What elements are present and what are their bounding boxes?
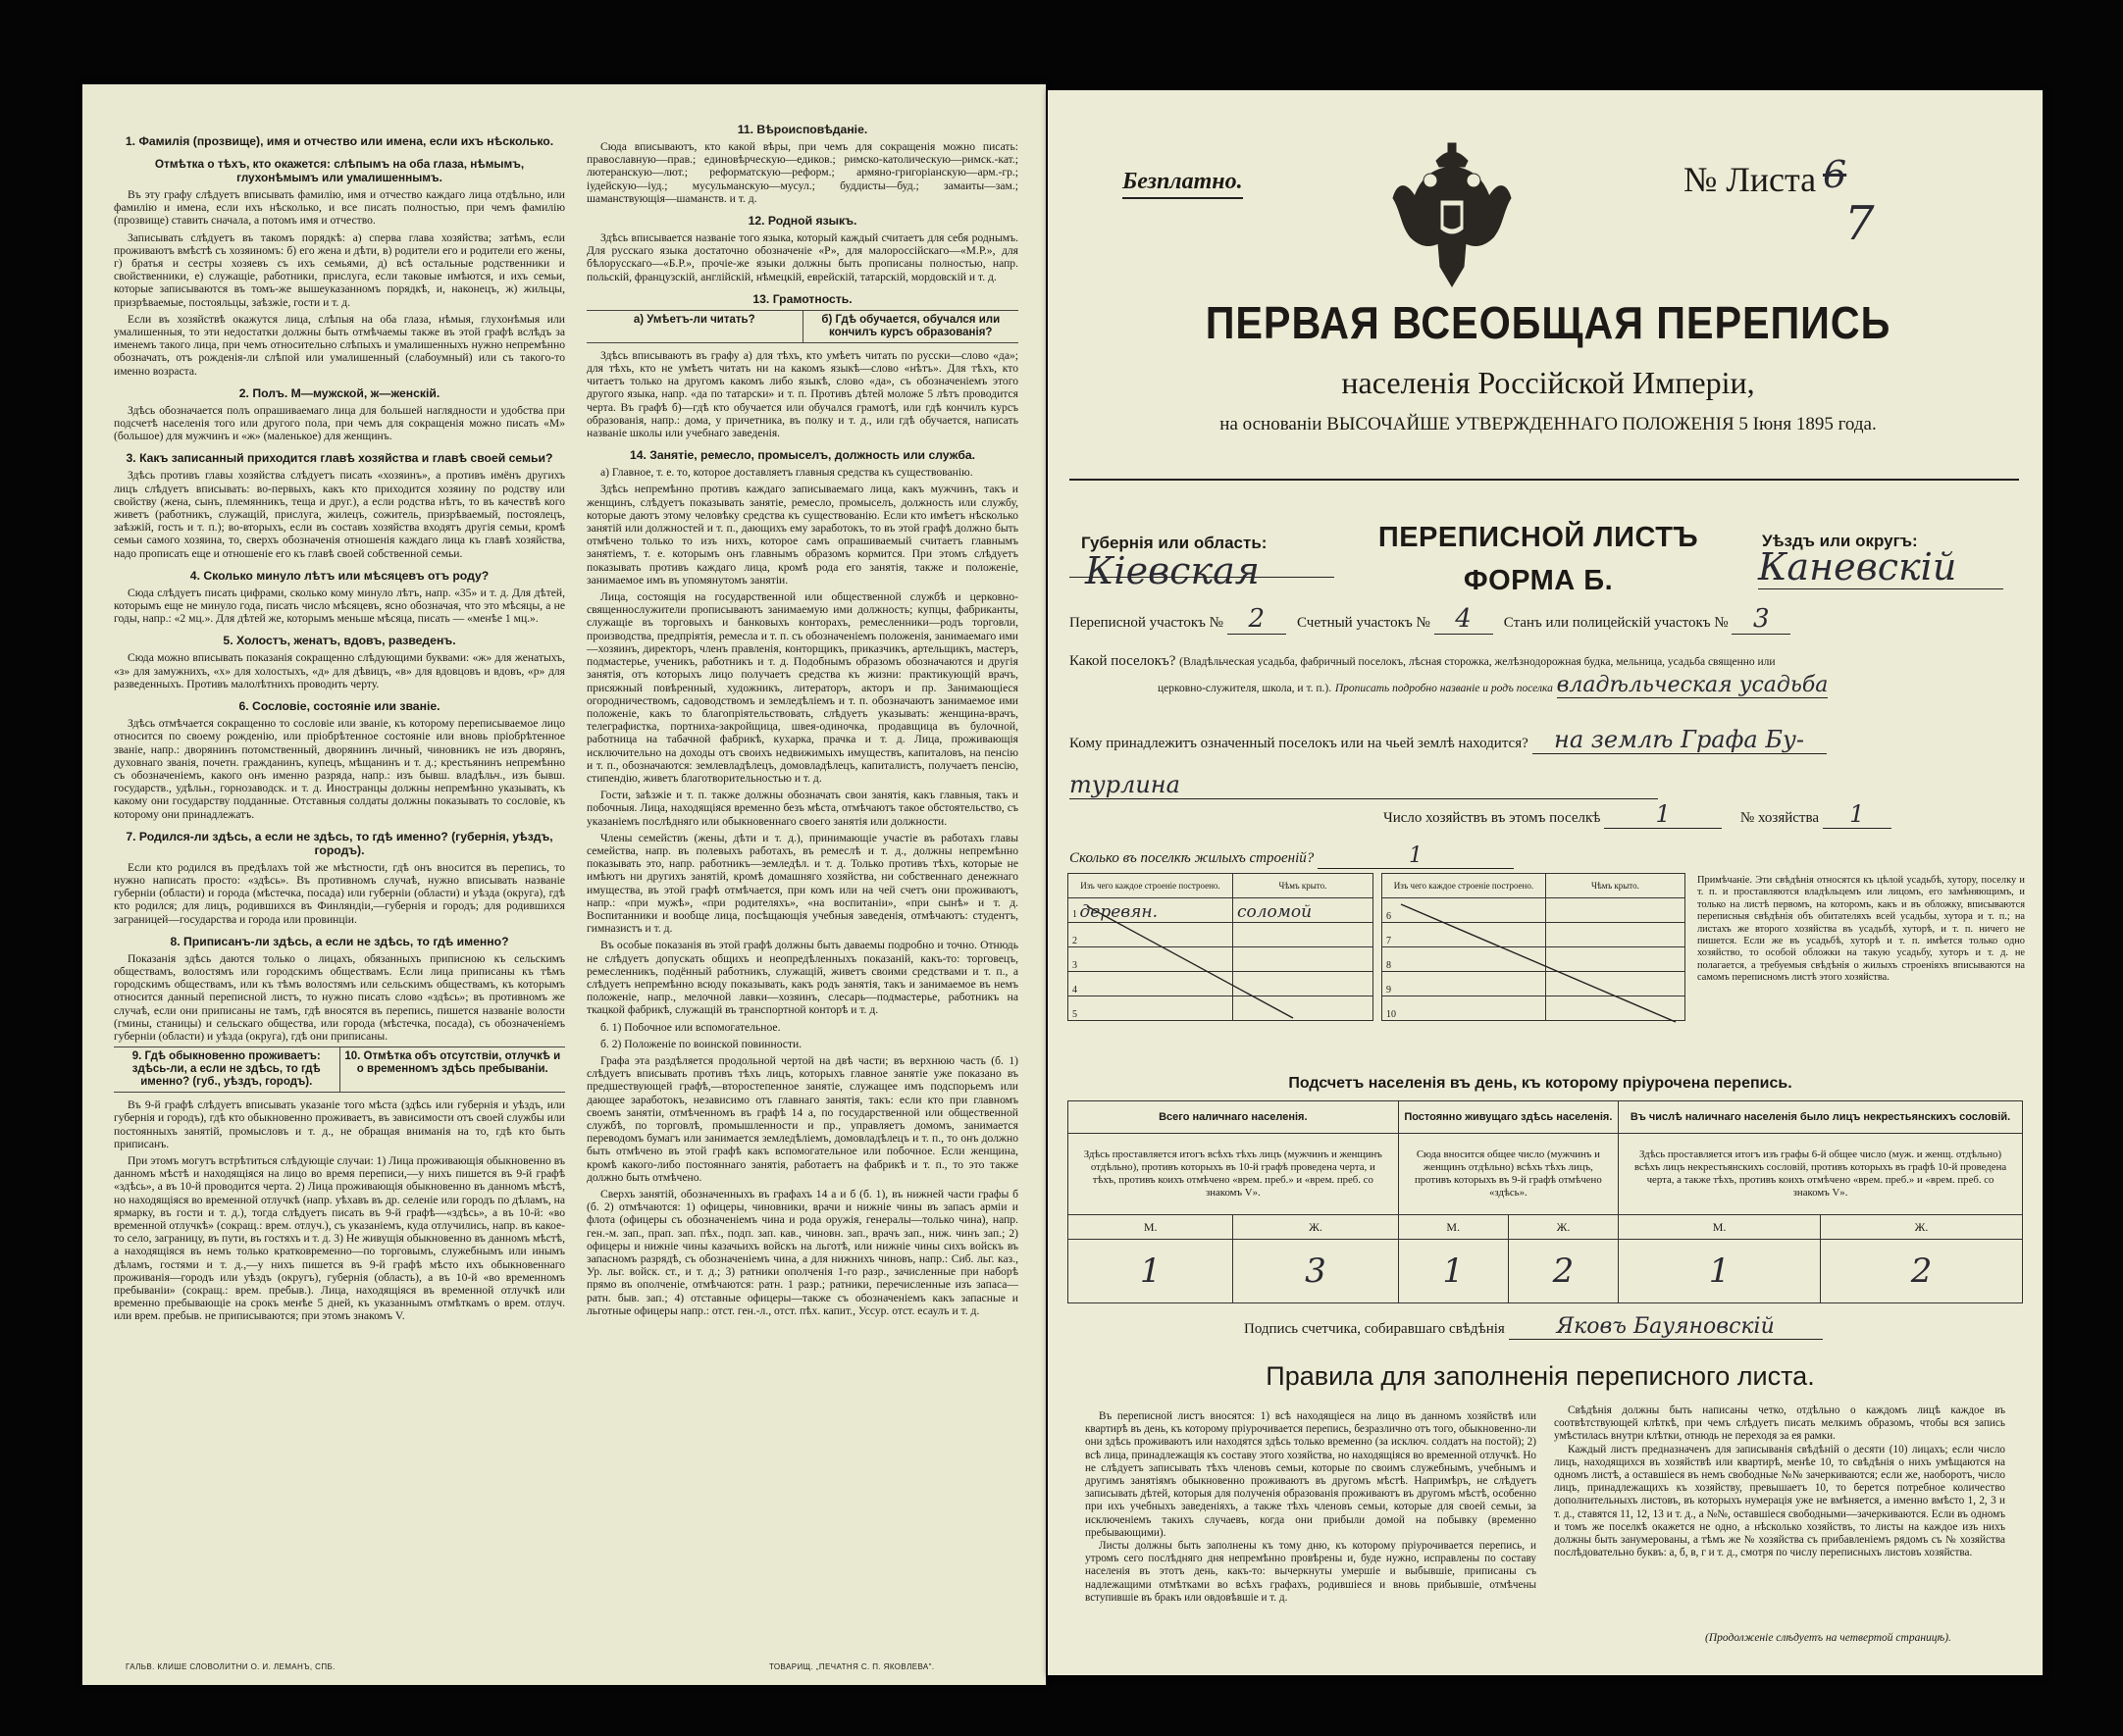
present-population-desc: Здѣсь проставляется итогъ всѣхъ тѣхъ лицъ (мужчинъ и женщинъ отдѣльно), противъ которыхъ въ 10-й графѣ проведена черта, и тѣхъ, противъ коихъ отмѣчено «врем. преб.» и «врем. преб. со знакомъ V». [1068, 1134, 1399, 1215]
police-precinct-label: Станъ или полицейскій участокъ № [1503, 615, 1729, 631]
page-title: ПЕРВАЯ ВСЕОБЩАЯ ПЕРЕПИСЬ [1205, 297, 1891, 348]
owner-value: на землѣ Графа Бу- [1532, 726, 1827, 754]
instruction-paragraph: б. 1) Побочное или вспомогательное. [600, 1020, 781, 1034]
row-number: 8 [1382, 947, 1546, 972]
decree-line: на основаніи ВЫСОЧАЙШЕ УТВЕРЖДЕННАГО ПОЛОЖЕНІЯ 5 Іюня 1895 года. [1219, 414, 1877, 434]
settlement-hint-3: Прописать подробно названіе и родъ поселка [1334, 683, 1553, 694]
settlement-hint: (Владѣльческая усадьба, фабричный поселокъ, лѣсная сторожка, желѣзнодорожная будка, мельница, усадьба священно или [1179, 656, 1776, 668]
precinct-row [1069, 604, 2011, 635]
population-count-table [1067, 1100, 2023, 1303]
sheet-number-corrected: 7 [1844, 196, 1875, 251]
settlement-value: владѣльческая усадьба [1556, 673, 1829, 697]
section-heading: 12. Родной языкъ. [748, 214, 857, 229]
instruction-paragraph: Сюда вписываютъ, кто какой вѣры, при чемъ для сокращенія можно писать: православную—прав.; единовѣрческую—едиков.; римско-католическую—римск.-кат.; лютеранскую—лют.; реформатскую—реформ.; армяно-григоріанскую—арм.-гр.; іудейскую—іуд.; мусульманскую—мусул.; буддисты—буд.; замаиты—зам.; шаманствующія—шаманств. и т. д. [587, 140, 1018, 205]
roof-value: соломой [1232, 898, 1372, 923]
split-heading-cell: а) Умѣетъ-ли читать? [633, 313, 755, 326]
census-form-page [1048, 90, 2043, 1675]
female-header: Ж. [1233, 1215, 1398, 1240]
section-heading: 5. Холостъ, женатъ, вдовъ, разведенъ. [223, 634, 456, 648]
instructions-column-2 [587, 114, 1018, 1629]
instruction-paragraph: Въ 9-й графѣ слѣдуетъ вписывать указаніе того мѣста (здѣсь или губернія и уѣздъ, или губернія и городъ), гдѣ кто обыкновенно проживаетъ, въ зависимости отъ своей службы или постоянныхъ занятій, промысловъ и т. д., не обращая вниманія на то, гдѣ кто быть приписанъ. [114, 1098, 565, 1150]
population-count-title: Подсчетъ населенія въ день, къ которому пріурочена перепись. [1288, 1075, 1792, 1092]
enumerator-signature-row [1244, 1314, 2009, 1340]
instruction-paragraph: Здѣсь отмѣчается сокращенно то сословіе или званіе, къ которому переписываемое лицо относится по своему рожденію, или пріобрѣтенное состояніе или вновь пріобрѣтенное званіе, напр.: дворянинъ потомственный, дворянинъ личный, чиновникъ не изъ дворянъ, духовнаго званія, почетн. гражданинъ, купецъ, мѣщанинъ и т. д.; крестьянинъ непремѣнно съ обозначеніемъ, какого онъ именно разряда, напр.: изъ бывш. владѣльч., изъ бывш. государств., удѣльн., горнозаводск. и т. д. Иностранцы должны непремѣнно указывать, къ какому они государству подданные. Отставныя солдаты должны показывать то сословіе, къ которому они принадлежатъ. [114, 717, 565, 821]
resident-population-header: Постоянно живущаго здѣсь населенія. [1398, 1101, 1618, 1134]
instruction-paragraph: Лица, состоящія на государственной или общественной службѣ и церковно-священнослужители прописываютъ занимаемую ими должность; купцы, фабриканты, служащіе въ торговыхъ и банковыхъ конторахъ, ремесленники—родъ торговли, производства, предпріятія, ремесла и т. п. съ обозначеніемъ положенія, занимаемаго ими—хозяинъ, директоръ, членъ правленія, конторщикъ, приказчикъ, артельщикъ, мастеръ, подмастерье, ученикъ, работникъ и т. д. Подобнымъ образомъ обозначаются и другія занятія, отъ которыхъ лицо получаетъ средства къ жизни: практикующій врачъ, присяжный повѣренный, художникъ, литераторъ, акторъ и пр. Занимающіеся огородничествомъ, садоводствомъ и земледѣліемъ и т. п. обозначаютъ занимаемое ими положеніе, какъ то благопріятельствовать, слѣдуетъ указывать: женщина-врачъ, телеграфистка, портниха-закройщица, швея-одиночка, продавщица въ булочной, работница на табачной фабрикѣ, кухарка, прачка и т. д. Лица, проживающія исключительно на доходы отъ своихъ недвижимыхъ имуществъ, капиталовъ, на пенсію и т. п., обозначаются: землевладѣлецъ, домовладѣлецъ, капиталистъ, получаетъ пенсію, стипендію, живетъ благотворительностью и т. д. [587, 590, 1018, 785]
sheet-number-label: № Листа [1683, 160, 1817, 199]
instruction-paragraph: Здѣсь непремѣнно противъ каждаго записываемаго лица, какъ мужчинъ, такъ и женщинъ, слѣдуетъ показывать занятіе, ремесло, промыселъ, должность или службу, которые даютъ этому человѣку средства къ существованію. Если кто имѣетъ нѣсколько занятій или должностей и т. п., дающихъ ему заработокъ, то въ этой графѣ должно быть отмѣчено только то изъ нихъ, которое самъ опрашиваемый считаетъ главнымъ занятіемъ, т. е. которымъ онъ главнымъ образомъ кормится. При этомъ слѣдуетъ показывать противъ каждаго лица, кромѣ рода его занятія, также и положеніе, занимаемое имъ въ упомянутомъ занятіи. [587, 483, 1018, 587]
instruction-paragraph: Гости, заѣзжіе и т. п. также должны обозначать свои занятія, какъ главныя, такъ и побочныя. Лица, находящіяся временно безъ мѣста, отмѣчаютъ такое обстоятельство, съ указаніемъ послѣдняго или обыкновеннаго своего занятія или должности. [587, 789, 1018, 828]
signature-value: Яковъ Бауяновскій [1509, 1314, 1823, 1340]
owner-value-2: турлина [1069, 771, 1658, 799]
police-precinct-value: 3 [1732, 604, 1790, 635]
row-number: 9 [1382, 972, 1546, 996]
strike-line-2 [1381, 896, 1685, 1024]
row-number: 1 [1072, 909, 1077, 920]
split-heading-cell: 10. Отмѣтка объ отсутствіи, отлучкѣ и о временномъ здѣсь пребываніи. [339, 1047, 566, 1092]
rules-column-1 [1085, 1410, 1536, 1605]
strike-line-1 [1067, 896, 1373, 1024]
instruction-paragraph: Сюда слѣдуетъ писать цифрами, сколько кому минуло лѣтъ, напр. «35» и т. д. Для дѣтей, которымъ еще не минуло года, писать число мѣсяцевъ, ясно обозначая, что это мѣсяцы, а не годы, напр.: «2 мц.». Для дѣтей же, которымъ меньше мѣсяца, писать — «менѣе 1 мц.». [114, 586, 565, 626]
household-number-value: 1 [1823, 800, 1891, 829]
female-header: Ж. [1821, 1215, 2023, 1240]
split-heading [114, 1047, 565, 1093]
instruction-paragraph: а) Главное, т. е. то, которое доставляетъ главныя средства къ существованію. [600, 466, 973, 480]
instruction-paragraph: Сверхъ занятій, обозначенныхъ въ графахъ 14 а и б (б. 1), въ нижней части графы б (б. 2) отмѣчаются: 1) офицеры, чиновники, врачи и нижніе чины въ запасъ арміи и флота (офицеры съ обозначеніемъ чина и рода оружія, генералы—только чина), напр. ген.-м. зап., прап. зап. пѣх., подп. зап. кав., чиновн. зап., врачъ зап., ниж. чинъ зап.; 2) офицеры и нижніе чины казачьихъ войскъ на льготѣ, или нижніе чины сихъ войскъ въ запасномъ разрядѣ, съ обозначеніемъ чина, а для нижнихъ чиновъ, напр.: Сиб. льг. каз., Ур. льг. войск. ст., и т. д.; 3) ратники ополченія 1-го разр., зачисленные при наборѣ прямо въ ополченіе, отмѣчаются: ратн. 1 разр.; ратники, перечисленные изъ запаса—ратн. быв. зап.; 4) отставные офицеры—также съ обозначеніемъ какъ запасные и льготные офицеры напр.: отст. ген.-л., отст. пѣх. капит., Уссур. отст. есаулъ и т. д. [587, 1188, 1018, 1317]
count-precinct-value: 4 [1434, 604, 1493, 635]
material-value: деревян. [1079, 902, 1159, 922]
instruction-paragraph: Записывать слѣдуетъ въ такомъ порядкѣ: а) сперва глава хозяйства; затѣмъ, если проживаютъ вмѣстѣ съ хозяиномъ: б) его жена и дѣти, в) родители его и родители его жены, г) братья и сестры хозяевъ съ ихъ семьями, д) всѣ остальные родственники и свойственники, е) служащіе, работники, прислуга, если таковые имѣются, и ихъ семьи, которые записываются въ томъ-же вышеуказанномъ порядкѣ, и, наконецъ, ж) жильцы, призрѣваемые, постояльцы, заѣзжіе, гости и т. д. [114, 230, 565, 309]
instruction-paragraph: б. 2) Положеніе по воинской повинности. [600, 1037, 803, 1050]
households-count-value: 1 [1604, 800, 1722, 829]
non-peasant-desc: Здѣсь проставляется итогъ изъ графы 6-й общее число (муж. и женщ. отдѣльно) всѣхъ лицъ некрестьянскихъ сословій, противъ которыхъ въ графѣ 10-й проведена черта, а также тѣхъ, противъ коихъ отмѣчено «врем. преб.» и «врем. преб. со знакомъ V». [1619, 1134, 2023, 1215]
settlement-label: Какой поселокъ? [1069, 653, 1176, 669]
settlement-row-2 [1069, 673, 2011, 698]
owner-label: Кому принадлежитъ означенный поселокъ или на чьей землѣ находится? [1069, 736, 1528, 751]
count-precinct-label: Счетный участокъ № [1297, 615, 1430, 631]
row-number: 2 [1068, 923, 1233, 947]
divider [1069, 479, 2019, 481]
instruction-paragraph: Если въ хозяйствѣ окажутся лица, слѣпыя на оба глаза, нѣмыя, глухонѣмыя или умалишенныя, то эти недостатки должны быть отмѣчаемы также въ этой графѣ вслѣдъ за именемъ такого лица, при чемъ относительно слѣпыхъ и умалишенныхъ нужно непремѣнно обозначать, отъ рожденія-ли слѣпой или умалишенный (слабоумный) или съ такого-то именно возраста. [114, 312, 565, 378]
section-heading: Отмѣтка о тѣхъ, кто окажется: слѣпымъ на оба глаза, нѣмымъ, глухонѣмымъ или умалишеннымъ. [154, 157, 525, 184]
non-peasant-header: Въ числѣ наличнаго населенія было лицъ некрестьянскихъ сословій. [1619, 1101, 2023, 1134]
province-label: Губернія или область: [1081, 534, 1268, 552]
instruction-paragraph: Если кто родился въ предѣлахъ той же мѣстности, гдѣ онъ вносится въ перепись, то нужно написать просто: «здѣсь». Въ противномъ случаѣ, нужно вписывать названіе губерніи (области) и города (мѣстечка, посада) или губерніи (области) и уѣзда (округа), гдѣ кто родился; для лицъ, родившихся въ Финляндіи,—губернія и городъ; для родившихся заграницей—государства и города или провинціи. [114, 860, 565, 926]
census-precinct-label: Переписной участокъ № [1069, 615, 1223, 631]
split-heading-cell: б) Гдѣ обучается, обучался или кончилъ курсъ образованія? [803, 311, 1019, 342]
instruction-paragraph: При этомъ могутъ встрѣтиться слѣдующіе случаи: 1) Лица проживающія обыкновенно въ данномъ мѣстѣ и находящіяся на лицо во время переписи,—у нихъ пишется въ 9-й графѣ «здѣсь», а въ 10-й проводится черта. 2) Лица проживающія обыкновенно въ данномъ мѣстѣ, но находящіяся во временной отлучкѣ (напр. уѣхавъ въ др. селеніе или городъ по дѣламъ, на ярмарку, въ гости и т. д.), тогда слѣдуетъ писать въ 9-й графѣ—«здѣсь», а въ 10-й: «во временной отлучкѣ» (сокращ.: врем. отлуч.), съ указаніемъ, куда отлучились, напр. въ какое-то село, заграницу, въ пути, въ гостяхъ и т. д. 3) Не живущія обыкновенно въ данномъ мѣстѣ, а находящіяся въ немъ только кратковременно—по торговымъ, служебнымъ или инымъ дѣламъ, гостями и т. д.,—у нихъ пишется въ 9-й графѣ мѣсто ихъ обыкновеннаго проживанія—городъ или уѣздъ (округъ), губернія (область), а въ 10-й «во временномъ пребываніи» (сокращ.: врем. пребыв.). Лица, находящіяся въ временной отлучкѣ или временно пребывающіе на срокъ менѣе 5 дней, къ указаннымъ отмѣткамъ о врем. отлуч. или врем. пребыв. не приписываются; при этомъ знакомъ V. [114, 1153, 565, 1323]
row-number: 10 [1382, 996, 1546, 1021]
buildings-material-header-2: Изъ чего каждое строеніе построено. [1382, 874, 1546, 898]
sheet-number-crossed: 6 [1823, 153, 1847, 196]
table-row [1068, 1134, 2023, 1215]
form-title-line-1: ПЕРЕПИСНОЙ ЛИСТЪ [1377, 522, 1699, 553]
present-female-value: 3 [1233, 1240, 1398, 1303]
section-heading: 14. Занятіе, ремесло, промыселъ, должность или служба. [629, 448, 976, 463]
district-label: Уѣздъ или округъ: [1762, 532, 1918, 550]
table-row [1068, 1240, 2023, 1303]
table-row [1382, 874, 1685, 898]
row-number: 6 [1382, 898, 1546, 923]
section-heading: 7. Родился-ли здѣсь, а если не здѣсь, то гдѣ именно? (губернія, уѣздъ, городъ). [126, 829, 553, 857]
instruction-paragraph: Графа эта раздѣляется продольной чертой на двѣ части; въ верхнюю часть (б. 1) слѣдуетъ вписывать противъ тѣхъ лицъ, которыхъ главное занятіе уже показано въ предшествующей графѣ,—второстепенное занятіе, служащее имъ подспорьемъ или дающее заработокъ, независимо отъ главнаго занятія, такъ: если кто при главномъ своемъ занятіи, отмѣченномъ въ графѣ 14 а, по государственной или общественной службѣ, по торговлѣ, промышленности и пр., управляетъ домомъ, занимается переводомъ бумагъ или занимается земледѣліемъ, домовладѣлецъ и т. п., то онъ должно быть отмѣчено въ этой графѣ какъ вспомогательное или побочное. Если женщина, кромѣ какого-либо постояннаго занятія, работаетъ на фабрикѣ и т. п., то это также должно быть отмѣчено. [587, 1053, 1018, 1184]
continuation-note: (Продолженіе слѣдуетъ на четвертой страницѣ). [1705, 1632, 1951, 1644]
form-title-line-2: ФОРМА Б. [1463, 565, 1614, 596]
instruction-paragraph: Въ особые показанія въ этой графѣ должны быть даваемы подробно и точно. Отнюдь не слѣдуетъ допускать общихъ и неопредѣленныхъ показаній, какъ-то: торговецъ, ремесленникъ, подённый работникъ, служащій, живетъ своими средствами и т. п., а слѣдуетъ непремѣнно всюду показывать, какъ родъ занятія, такъ и занимаемое въ немъ положеніе, напр., мелочной лавки—хозяинъ, слесарь—подмастерье, работникъ на ткацкой фабрикѣ, служащій въ транспортной конторѣ и т. д. [587, 939, 1018, 1017]
instruction-paragraph: Показанія здѣсь даются только о лицахъ, обязанныхъ приписною къ сельскимъ обществамъ, волостямъ или городскимъ обществамъ. Если лица приписаны къ тѣмъ городскимъ обществамъ, или къ тѣмъ волостямъ или сельскимъ обществамъ, къ которымъ относится данный переписной листъ, то нужно писать слово «здѣсь»; въ противномъ же случаѣ, если они приписаны не тамъ, гдѣ вносятся въ перепись, пишется названіе волости (гмины, станицы) и сельскаго общества, или города (мѣстечка, посада), съ обозначеніемъ губерніи (области) и уѣзда (округа), гдѣ они приписаны. [114, 951, 565, 1043]
subtitle: населенія Россійской Имперіи, [1341, 365, 1755, 400]
section-heading: 13. Грамотность. [752, 291, 853, 306]
section-heading: 3. Какъ записанный приходится главѣ хозяйства и главѣ своей семьи? [126, 451, 553, 466]
table-row [1068, 1215, 2023, 1240]
census-precinct-value: 2 [1227, 604, 1286, 635]
instruction-paragraph: Здѣсь вписывается названіе того языка, который каждый считаетъ для себя роднымъ. Для русскаго языка достаточно обозначеніе «Р», для малороссійскаго—«М.Р.», для бѣлорусскаго—«Б.Р.», прочіе-же языки должны быть прописаны полностью, напр. польскій, французскій, англійскій, нѣмецкій, еврейскій, татарскій, мордовскій и т. д. [587, 231, 1018, 283]
row-number: 3 [1068, 947, 1233, 972]
left-page [82, 84, 1046, 1685]
form-title [1303, 516, 1774, 602]
household-number-label: № хозяйства [1739, 810, 1820, 826]
resident-male-value: 1 [1398, 1240, 1508, 1303]
section-heading: 2. Полъ. М—мужской, ж—женскій. [238, 385, 440, 400]
section-heading: 6. Сословіе, состояніе или званіе. [238, 699, 440, 714]
instruction-paragraph: Здѣсь противъ главы хозяйства слѣдуетъ писать «хозяинъ», а противъ имёнъ другихъ лицъ слѣдуетъ вписывать: во-первыхъ, какъ кто приходится хозяину по родству или свойству (жена, сынъ, племянникъ, теща и друг.), а если родства нѣтъ, то въ качествѣ кого живетъ (работникъ, служащій, прислуга, жилецъ, сожитель, призрѣваемый, постоялецъ, заѣзжій, гость и т. п.); во-вторыхъ, если въ составъ хозяйства входятъ другія семьи, кромѣ семьи самого хозяина, то, сверхъ обозначенія отношенія каждаго лица къ главѣ хозяйства, надо прописать еще и отношеніе его къ главѣ своей собственной семьи. [114, 469, 565, 560]
free-label: Безплатно. [1122, 169, 1243, 199]
section-heading: 8. Приписанъ-ли здѣсь, а если не здѣсь, то гдѣ именно? [170, 934, 509, 948]
instruction-paragraph: Здѣсь вписываютъ въ графу а) для тѣхъ, кто умѣетъ читать по русски—слово «да»; для тѣхъ, кто не умѣетъ читать ни на какомъ языкѣ—слово «нѣтъ». Для тѣхъ, кто читаетъ только на другомъ какомъ либо языкѣ, слово «да», съ обозначеніемъ этого другого языка, напр. «да по татарски» и т. п. Противъ дѣтей моложе 5 лѣтъ проводится черта. Въ графѣ б)—гдѣ кто обучается или обучался грамотѣ, или гдѣ кончилъ курсъ образованія, напр.: дома, у причетника, въ полку и т. д., или гдѣ обучается, написать названіе школы или учебнаго заведенія. [587, 348, 1018, 440]
instruction-paragraph: Здѣсь обозначается полъ опрашиваемаго лица для большей наглядности и удобства при подсчетѣ населенія того или другого пола, при чемъ для сокращенія можно писать «М» (большое) для мужчинъ и «ж» (маленькое) для женщинъ. [114, 403, 565, 443]
owner-row [1069, 726, 2011, 754]
buildings-material-header: Изъ чего каждое строеніе построено. [1068, 874, 1233, 898]
table-row [1068, 874, 1373, 898]
buildings-value: 1 [1318, 843, 1514, 869]
split-heading-cell: 9. Гдѣ обыкновенно проживаетъ: здѣсь-ли, а если не здѣсь, то гдѣ именно? (губ., уѣздъ, городъ). [131, 1050, 321, 1089]
present-male-value: 1 [1068, 1240, 1233, 1303]
resident-female-value: 2 [1508, 1240, 1618, 1303]
male-header: М. [1398, 1215, 1508, 1240]
present-population-header: Всего наличнаго населенія. [1068, 1101, 1399, 1134]
printer-note-right: ТОВАРИЩ. „ПЕЧАТНЯ С. П. ЯКОВЛЕВА". [769, 1662, 935, 1671]
printer-note-left: ГАЛЬВ. КЛИШЕ СЛОВОЛИТНИ О. И. ЛЕМАНЪ, СПБ. [126, 1662, 336, 1671]
row-number: 5 [1068, 996, 1233, 1021]
non-peasant-male-value: 1 [1619, 1240, 1821, 1303]
households-row [1069, 800, 2011, 829]
province-value: Кіевская [1085, 549, 1260, 592]
buildings-label: Сколько въ поселкѣ жилыхъ строеній? [1069, 850, 1315, 866]
double-headed-eagle-emblem [1391, 141, 1513, 288]
resident-population-desc: Сюда вносится общее число (мужчинъ и женщинъ отдѣльно) всѣхъ тѣхъ лицъ, противъ которыхъ въ 9-й графѣ отмѣчено «здѣсь». [1398, 1134, 1618, 1215]
instructions-column-1 [114, 126, 565, 1631]
buildings-row [1069, 843, 1579, 869]
signature-label: Подпись счетчика, собиравшаго свѣдѣнія [1244, 1321, 1505, 1337]
rules-paragraph: Листы должны быть заполнены къ тому дню, къ которому пріурочивается перепись, и утромъ сего послѣдняго дня непремѣнно провѣрены и, буде нужно, исправлены по составу населенія въ этотъ день, какъ-то: вычеркнуты умершіе и выбывшіе, приписаны съ надлежащими отмѣтками во всѣхъ графахъ, родившіеся и вновь прибывшіе, отмѣчены вступившіе въ бракъ или овдовѣвшіе и т. д. [1085, 1540, 1536, 1604]
instruction-paragraph: Члены семействъ (жены, дѣти и т. д.), принимающіе участіе въ работахъ главы семейства, напр. въ полевыхъ работахъ, въ ремеслѣ и т. д., должны непремѣнно показывать это, напр. работникъ—земледѣл. и т. д. Только противъ тѣхъ, которые не имѣютъ ни другихъ занятій, кромѣ домашняго хозяйства, ни собственнаго денежнаго имущества, въ этой графѣ отмѣчается, при комъ или на чей счетъ они проживаютъ, напр.: «при мужѣ», «при родителяхъ», «на воспитаніи», «при сынѣ» и т. д. Воспитанники и вообще лица, посѣщающія учебныя заведенія, отмѣчаютъ: студентъ, гимназистъ и т. д. [587, 831, 1018, 936]
row-number: 4 [1068, 972, 1233, 996]
instruction-paragraph: Сюда можно вписывать показанія сокращенно слѣдующими буквами: «ж» для женатыхъ, «з» для замужнихъ, «х» для холостыхъ, «д» для дѣвицъ, «в» для вдовцовъ и вдовъ, «р» для разведенныхъ. Противъ малолѣтнихъ проводить черту. [114, 651, 565, 690]
households-count-label: Число хозяйствъ въ этомъ поселкѣ [1383, 810, 1601, 826]
settlement-row [1069, 652, 2011, 671]
buildings-note: Примѣчаніе. Эти свѣдѣнія относятся къ цѣлой усадьбѣ, хутору, поселку и т. п. и проставляются владѣльцемъ или лицомъ, его замѣняющимъ, и только на листѣ первомъ, на которомъ, какъ и въ обложку, вписываются переписныя свѣдѣнія объ обитателяхъ всей усадьбы, хутора и т. п.; на листахъ же второго хозяйства въ усадьбѣ, хуторѣ, и т. п. ничего не пишется. Если же въ усадьбѣ, хуторѣ и т. п. имѣется только одно хозяйство, то особой обложки на такую усадьбу, хуторъ и т. д. не полагается, а требуемыя свѣдѣнія о жилыхъ строеніяхъ вписываются на самомъ переписномъ листѣ этого хозяйства. [1697, 875, 2025, 984]
settlement-hint-2: церковно-служителя, школа, и т. п.). [1158, 683, 1332, 694]
instruction-paragraph: Въ эту графу слѣдуетъ вписывать фамилію, имя и отчество каждаго лица отдѣльно, или фамилію и имена, если ихъ нѣсколько, и все писать полностью, при чемъ фамилію (прозвище) ставить сначала, а потомъ имя и отчество. [114, 188, 565, 228]
buildings-roof-header: Чѣмъ крыто. [1232, 874, 1372, 898]
section-heading: 11. Вѣроисповѣданіе. [737, 123, 868, 136]
split-heading [587, 310, 1018, 343]
rules-paragraph: Въ переписной листъ вносятся: 1) всѣ находящіеся на лицо въ данномъ хозяйствѣ или квартирѣ въ день, къ которому пріурочивается перепись, безразлично отъ того, обыкновенно-ли они здѣсь проживаютъ или находятся здѣсь только временно (за исключ. солдатъ на постой); 2) всѣ лица, принадлежащія къ составу этого хозяйства, но находящіяся во временной отлучкѣ. Но не слѣдуетъ записывать тѣхъ членовъ семьи, которые по своимъ служебнымъ, учебнымъ и другимъ занятіямъ обыкновенно проживаютъ въ другомъ мѣстѣ. Напримѣръ, не слѣдуетъ записывать дѣтей, которыя для полученія образованія проживаютъ въ другомъ мѣстѣ, особенно при ихъ учебныхъ заведеніяхъ, а также тѣхъ членовъ семьи, которые для своей семьи, за исключеніемъ такихъ случаевъ, когда они прибыли домой на побывку (временно пребывающими). [1085, 1410, 1536, 1539]
buildings-roof-header-2: Чѣмъ крыто. [1545, 874, 1684, 898]
non-peasant-female-value: 2 [1821, 1240, 2023, 1303]
rules-title: Правила для заполненія переписного листа. [1266, 1361, 1815, 1391]
table-row [1068, 1101, 2023, 1134]
rules-column-2 [1554, 1404, 2005, 1559]
section-heading: 4. Сколько минуло лѣтъ или мѣсяцевъ отъ роду? [189, 568, 490, 583]
section-heading: 1. Фамилія (прозвище), имя и отчество или имена, если ихъ нѣсколько. [125, 134, 554, 148]
male-header: М. [1619, 1215, 1821, 1240]
district-value: Каневскій [1758, 545, 2003, 589]
rules-paragraph: Каждый листъ предназначенъ для записыванія свѣдѣній о десяти (10) лицахъ; если число лицъ, находящихся въ хозяйствѣ или квартирѣ, менѣе 10, то свѣдѣнія о нихъ умѣщаются на одномъ листѣ, а оставшіеся въ немъ свободные №№ зачеркиваются; если же, наоборотъ, число лицъ, принадлежащихъ къ хозяйству, превышаетъ 10, то берется потребное количество дополнительныхъ листовъ, въ которыхъ нумерація уже не вмѣняется, а именно вмѣсто 1, 2, 3 и т. д., ставятся 11, 12, 13 и т. д., а №№, оставшіеся свободными—зачеркиваются. Если въ одномъ и томъ же поселкѣ окажется не одно, а нѣсколько хозяйствъ, то листы на каждое изъ нихъ должны быть занумерованы, а тѣмъ же № хозяйства съ прибавленіемъ рядомъ съ № хозяйства послѣдовательно буквъ: а, б, в, г и т. д., смотря по числу переписныхъ листовъ хозяйства. [1554, 1443, 2005, 1559]
rules-paragraph: Свѣдѣнія должны быть написаны четко, отдѣльно о каждомъ лицѣ каждое въ соотвѣтствующей клѣткѣ, при чемъ слѣдуетъ писать мелкимъ образомъ, чтобы вся запись умѣстилась внутри клѣтки, отнюдь не переходя за ея рамки. [1554, 1404, 2005, 1443]
row-number: 7 [1382, 923, 1546, 947]
female-header: Ж. [1508, 1215, 1618, 1240]
male-header: М. [1068, 1215, 1233, 1240]
